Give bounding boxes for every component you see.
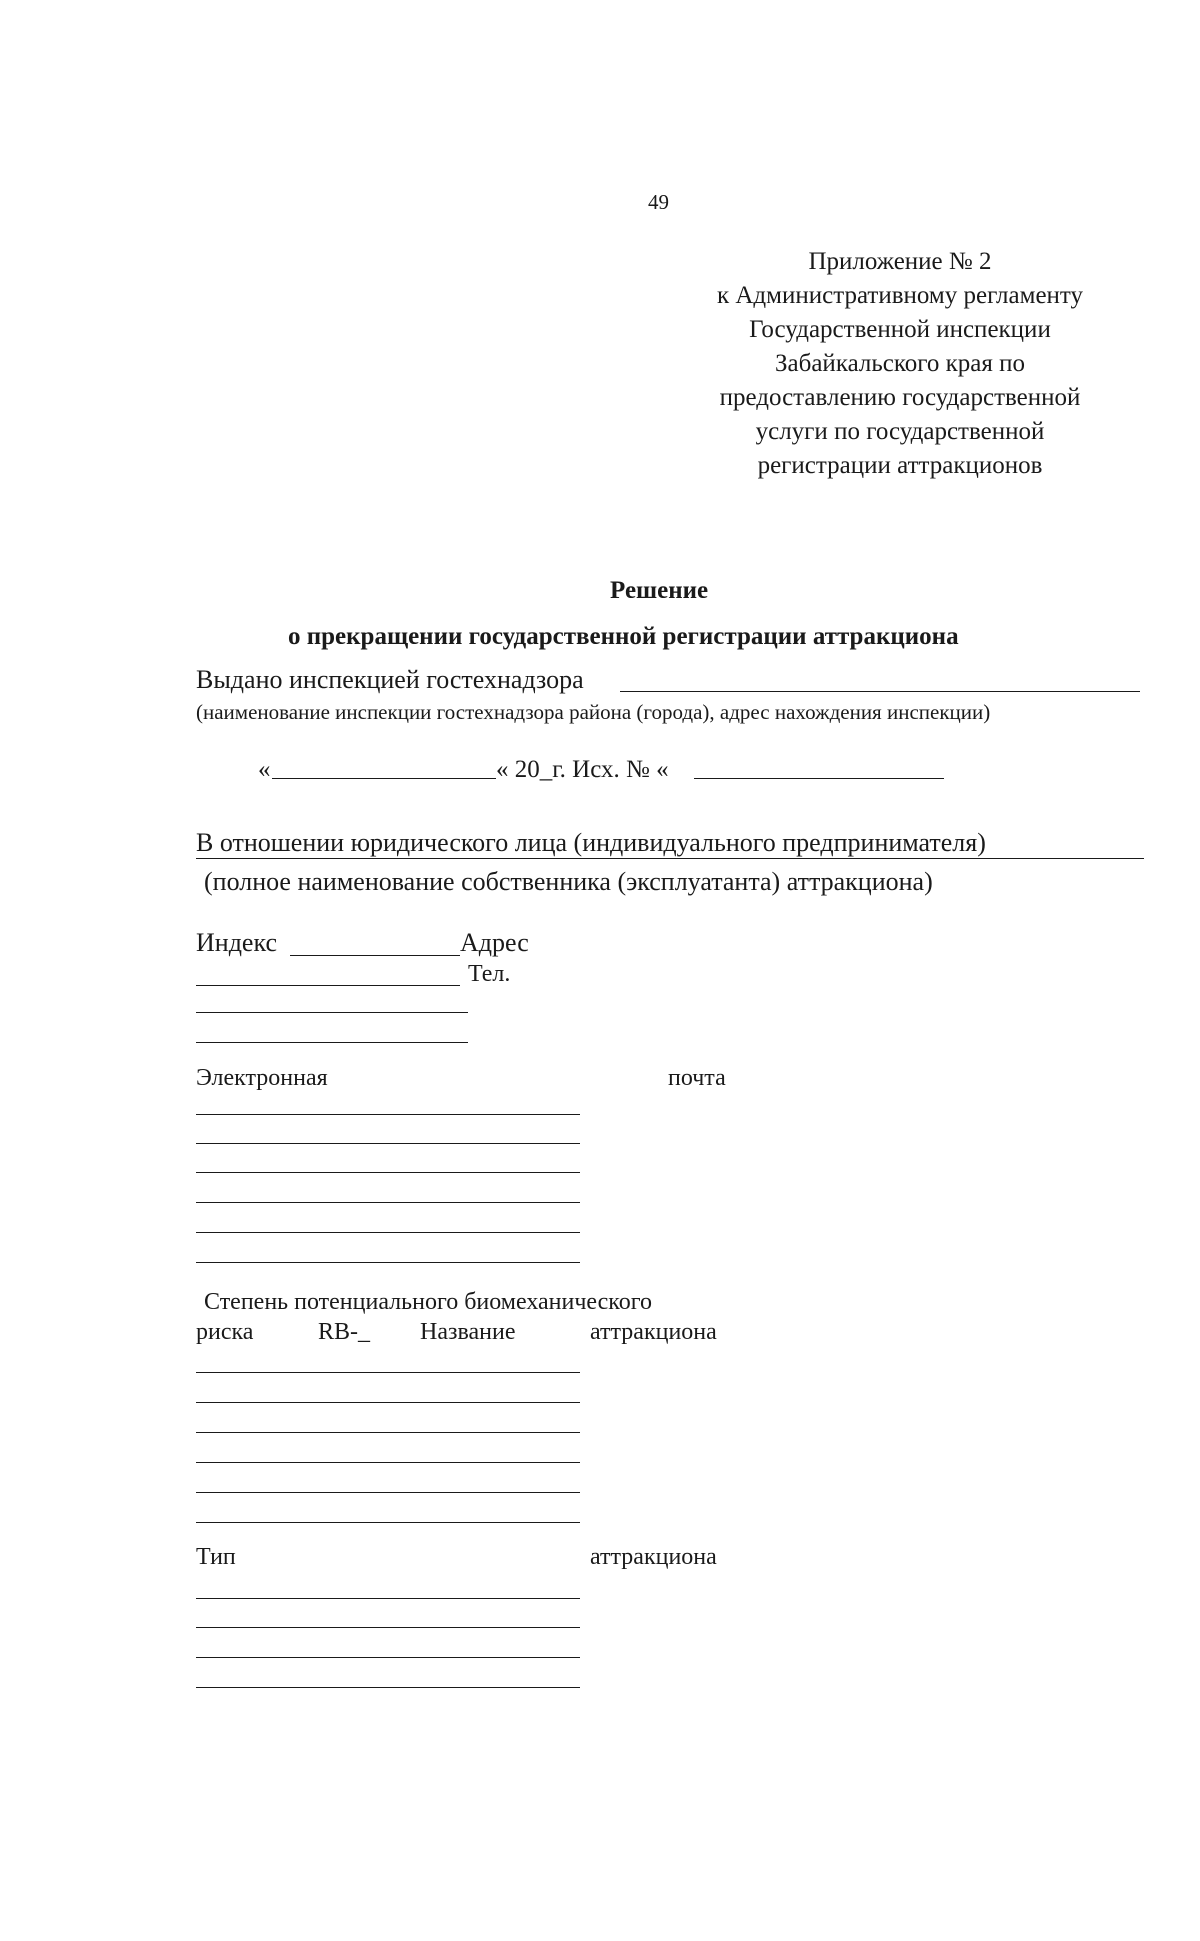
risk-label-line1: Степень потенциального биомеханического <box>204 1289 652 1315</box>
address-fill-line[interactable] <box>196 985 460 986</box>
attraction-name-fill-line[interactable] <box>196 1432 580 1433</box>
owner-hint: (полное наименование собственника (эксплуатанта) аттракциона) <box>204 867 933 896</box>
attraction-type-fill-line[interactable] <box>196 1687 580 1688</box>
appendix-line: к Административному регламенту <box>716 282 1084 309</box>
appendix-block <box>640 245 1160 483</box>
attraction-type-fill-line[interactable] <box>196 1598 580 1599</box>
type-word: Тип <box>196 1544 236 1570</box>
appendix-line: Государственной инспекции <box>749 316 1051 343</box>
phone-fill-line-1[interactable] <box>196 1012 468 1013</box>
index-label: Индекс <box>196 928 277 957</box>
email-fill-line[interactable] <box>196 1114 580 1115</box>
email-fill-line[interactable] <box>196 1232 580 1233</box>
email-label-2: почта <box>668 1065 726 1091</box>
attraction-name-fill-line[interactable] <box>196 1522 580 1523</box>
attraction-name-fill-line[interactable] <box>196 1372 580 1373</box>
appendix-line: регистрации аттракционов <box>757 452 1043 479</box>
issued-hint: (наименование инспекции гостехнадзора района (города), адрес нахождения инспекции) <box>196 700 991 724</box>
appendix-line: предоставлению государственной <box>719 384 1081 411</box>
risk-class-value: RB-_ <box>318 1319 371 1345</box>
attraction-name-fill-line[interactable] <box>196 1402 580 1403</box>
phone-fill-line-2[interactable] <box>196 1042 468 1043</box>
index-fill-line[interactable] <box>290 955 460 956</box>
email-fill-line[interactable] <box>196 1172 580 1173</box>
type-attraction-word: аттракциона <box>590 1544 717 1570</box>
phone-label: Тел. <box>468 961 511 987</box>
document-title: Решение <box>610 577 709 604</box>
owner-label: В отношении юридического лица (индивидуального предпринимателя) <box>196 828 986 857</box>
attraction-name-word: Название <box>420 1319 516 1345</box>
date-fill-line[interactable] <box>272 778 496 779</box>
outgoing-number-fill-line[interactable] <box>694 778 944 779</box>
appendix-line: Забайкальского края по <box>775 350 1025 377</box>
issued-label: Выдано инспекцией гостехнадзора <box>196 665 584 694</box>
issued-fill-line[interactable] <box>620 691 1140 692</box>
attraction-type-fill-line[interactable] <box>196 1657 580 1658</box>
email-label-1: Электронная <box>196 1065 328 1091</box>
date-open-quote: « <box>258 756 271 783</box>
page-number: 49 <box>648 190 669 214</box>
risk-word: риска <box>196 1319 254 1345</box>
owner-fill-line[interactable] <box>196 858 1144 859</box>
date-middle-text: « 20_г. Исх. № « <box>496 756 669 783</box>
email-fill-line[interactable] <box>196 1143 580 1144</box>
attraction-name-fill-line[interactable] <box>196 1492 580 1493</box>
email-fill-line[interactable] <box>196 1202 580 1203</box>
attraction-word: аттракциона <box>590 1319 717 1345</box>
address-label: Адрес <box>460 928 529 957</box>
document-subtitle: о прекращении государственной регистрации аттракциона <box>288 623 959 650</box>
attraction-name-fill-line[interactable] <box>196 1462 580 1463</box>
appendix-line: услуги по государственной <box>755 418 1045 445</box>
email-fill-line[interactable] <box>196 1262 580 1263</box>
appendix-line: Приложение № 2 <box>808 248 992 275</box>
attraction-type-fill-line[interactable] <box>196 1627 580 1628</box>
